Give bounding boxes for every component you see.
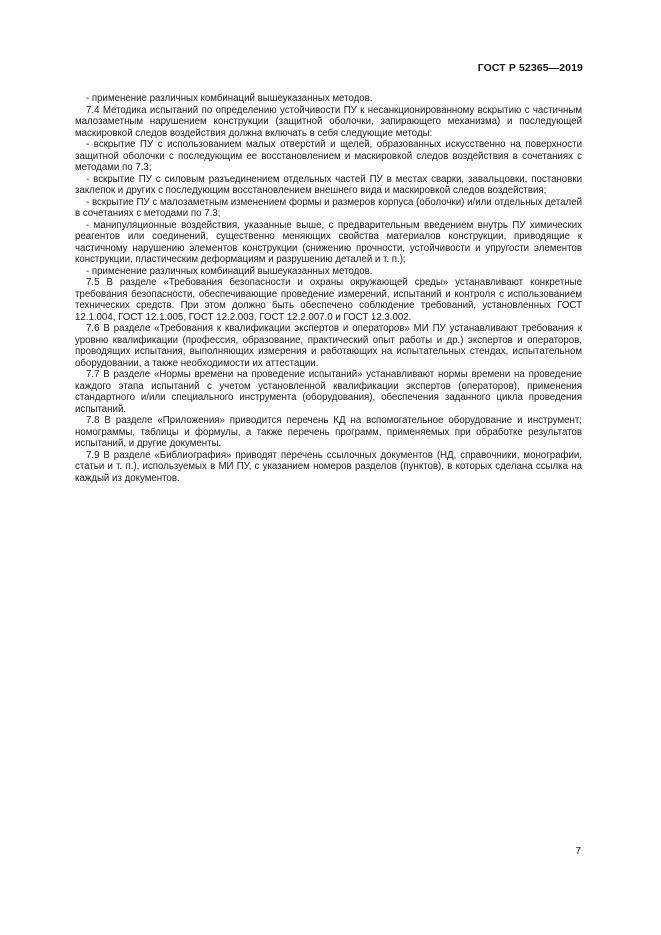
paragraph: 7.7 В разделе «Нормы времени на проведение испытаний» устанавливают нормы времени на проведение каждого этапа испытаний с учетом установленной квалификации экспертов (операторов), применения стандартного и/или специального инструмента (оборудования), обеспечения заданного цикла проведения испытаний. — [75, 369, 582, 415]
paragraph: 7.4 Методика испытаний по определению устойчивости ПУ к несанкционированному вскрытию с частичным малозаметным нарушением конструкции (защитной оболочки, запирающего механизма) и последующей маскировкой следов воздействия должна включать в себя следующие методы: — [75, 104, 582, 139]
paragraph: - вскрытие ПУ с использованием малых отверстий и щелей, образованных искусственно на поверхности защитной оболочки с последующим ее восстановлением и маскировкой следов воздействия в сочетаниях с методами по 7.3; — [75, 139, 582, 173]
paragraph: - манипуляционные воздействия, указанные выше, с предварительным введением внутрь ПУ химических реагентов или соединений, существенно меняющих свойства материалов конструкции, приводящие к частичному нарушению элементов конструкции (снижению прочности, устойчивости и упругости элементов конструкции, пластическим деформациям и разрушению деталей и т. п.); — [75, 219, 582, 265]
paragraph: - применение различных комбинаций вышеуказанных методов. — [86, 93, 373, 104]
page-number: 7 — [575, 846, 581, 857]
paragraph: - вскрытие ПУ с малозаметным изменением формы и размеров корпуса (оболочки) и/или отдельных деталей в сочетаниях с методами по 7.3; — [75, 196, 582, 219]
document-body — [75, 93, 582, 484]
paragraph: 7.8 В разделе «Приложения» приводится перечень КД на вспомогательное оборудование и инструмент; номограммы, таблицы и формулы, а также перечень программ, применяемых при обработке результатов испытаний, и другие документы. — [75, 415, 582, 449]
paragraph: 7.5 В разделе «Требования безопасности и охраны окружающей среды» устанавливают конкретные требования безопасности, обеспечивающие проведение измерений, испытаний и контроля с использованием технических средств. При этом должно быть обеспечено соблюдение требований, установленных ГОСТ 12.1.004, ГОСТ 12.1.005, ГОСТ 12.2.003, ГОСТ 12.2.007.0 и ГОСТ 12.3.002. — [75, 277, 582, 323]
document-id: ГОСТ Р 52365—2019 — [477, 62, 583, 74]
paragraph: - применение различных комбинаций вышеуказанных методов. — [86, 265, 373, 277]
paragraph: 7.6 В разделе «Требования к квалификации экспертов и операторов» МИ ПУ устанавливают требования к уровню квалификации (профессия, образование, практический опыт работы и др.) экспертов и операторов, проводящих испытания, выполняющих измерения и работающих на испытательных стендах, испытательном оборудовании, а также необходимости их аттестации. — [75, 323, 582, 369]
paragraph: 7.9 В разделе «Библиография» приводят перечень ссылочных документов (НД, справочники, монографии, статьи и т. п.), используемых в МИ ПУ, с указанием номеров разделов (пунктов), в которых сделана ссылка на каждый из документов. — [75, 449, 582, 484]
paragraph: - вскрытие ПУ с силовым разъединением отдельных частей ПУ в местах сварки, завальцовки, постановки заклепок и других с последующим восстановлением внешнего вида и маскировкой следов воздействия; — [75, 173, 582, 196]
